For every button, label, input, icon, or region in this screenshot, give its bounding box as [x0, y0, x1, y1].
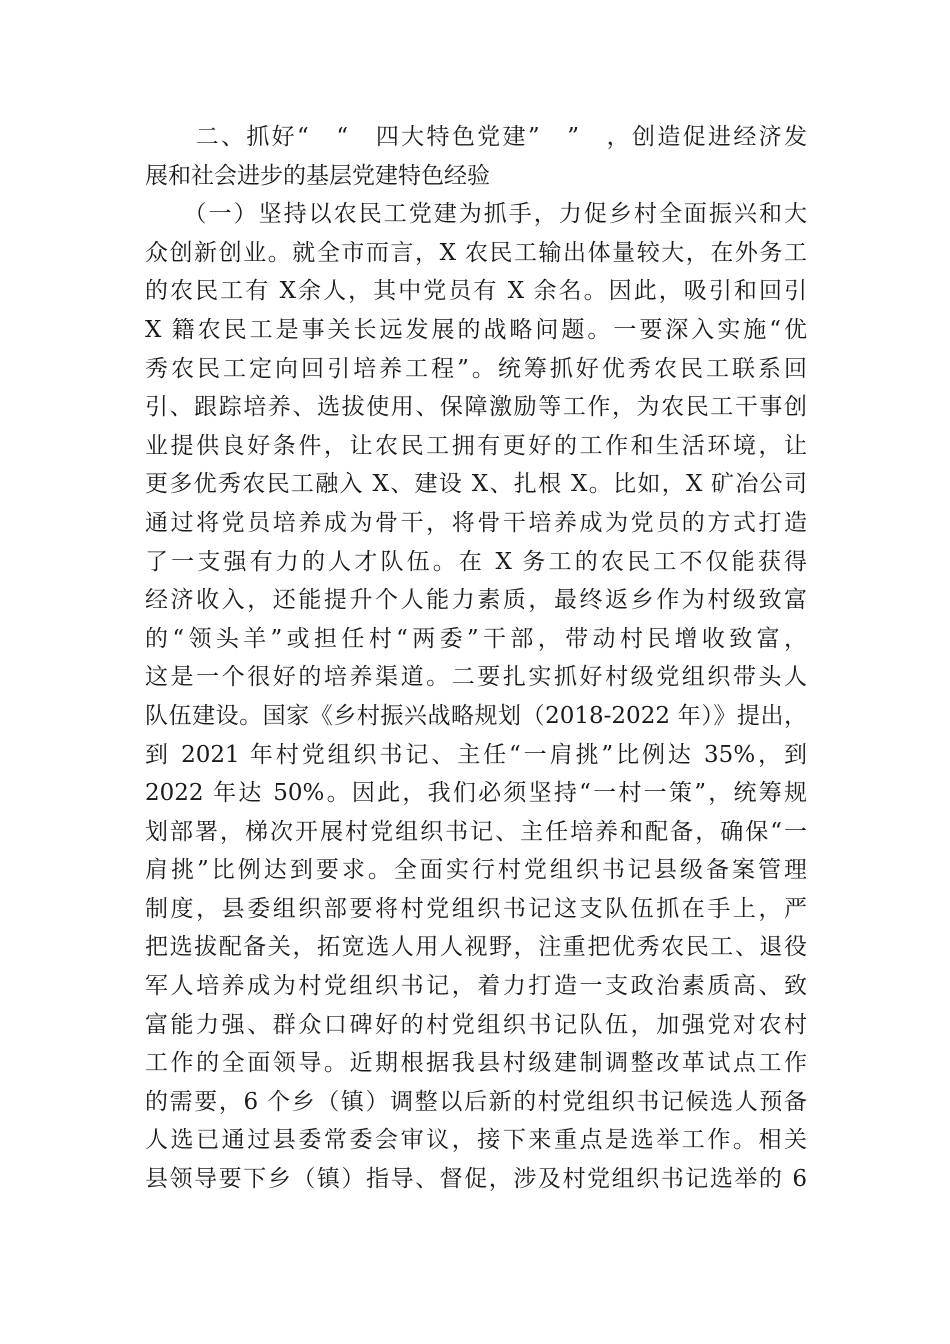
text-line: 二、抓好“ “ 四大特色党建” ” ，创造促进经济发: [145, 124, 807, 150]
text-line: 秀农民工定向回引培养工程”。统筹抓好优秀农民工联系回: [145, 355, 807, 382]
text-line: 更多优秀农民工融入 X、建设 X、扎根 X。比如，X 矿冶公司: [145, 471, 807, 498]
text-line: X 籍农民工是事关长远发展的战略问题。一要深入实施“优: [145, 316, 807, 343]
text-line: 的农民工有 X余人，其中党员有 X 余名。因此，吸引和回引: [145, 278, 807, 305]
text-line: 到 2021 年村党组织书记、主任“一肩挑”比例达 35%，到: [145, 741, 807, 768]
text-line: 富能力强、群众口碑好的村党组织书记队伍，加强党对农村: [145, 1011, 807, 1038]
text-line: 人选已通过县委常委会审议，接下来重点是选举工作。相关: [145, 1127, 807, 1154]
text-line: 经济收入，还能提升个人能力素质，最终返乡作为村级致富: [145, 587, 807, 614]
text-line: 制度，县委组织部要将村党组织书记这支队伍抓在手上，严: [145, 895, 807, 922]
text-line: 把选拔配备关，拓宽选人用人视野，注重把优秀农民工、退役: [145, 934, 807, 961]
text-line: 县领导要下乡（镇）指导、督促，涉及村党组织书记选举的 6: [145, 1166, 807, 1193]
text-line: 军人培养成为村党组织书记，着力打造一支政治素质高、致: [145, 973, 807, 1000]
text-line: 队伍建设。国家《乡村振兴战略规划（2018-2022 年）》提出，: [145, 702, 807, 729]
text-line: 通过将党员培养成为骨干，将骨干培养成为党员的方式打造: [145, 509, 807, 536]
body-text: [145, 118, 807, 1199]
text-line: 众创新创业。就全市而言，X 农民工输出体量较大，在外务工: [145, 239, 807, 266]
text-line: 2022 年达 50%。因此，我们必须坚持“一村一策”，统筹规: [145, 780, 807, 807]
text-line: （一）坚持以农民工党建为抓手，力促乡村全面振兴和大: [145, 201, 807, 228]
text-line: 的需要，6 个乡（镇）调整以后新的村党组织书记候选人预备: [145, 1088, 807, 1115]
text-line: 引、跟踪培养、选拔使用、保障激励等工作，为农民工干事创: [145, 394, 807, 421]
text-line: 展和社会进步的基层党建特色经验: [145, 162, 490, 189]
text-line: 这是一个很好的培养渠道。二要扎实抓好村级党组织带头人: [145, 664, 807, 691]
text-line: 划部署，梯次开展村党组织书记、主任培养和配备，确保“一: [145, 818, 807, 845]
text-line: 业提供良好条件，让农民工拥有更好的工作和生活环境，让: [145, 432, 807, 459]
text-line: 工作的全面领导。近期根据我县村级建制调整改革试点工作: [145, 1050, 807, 1077]
text-line: 的“领头羊”或担任村“两委”干部，带动村民增收致富，: [145, 625, 807, 652]
text-line: 了一支强有力的人才队伍。在 X 务工的农民工不仅能获得: [145, 548, 807, 575]
text-line: 肩挑”比例达到要求。全面实行村党组织书记县级备案管理: [145, 857, 807, 884]
